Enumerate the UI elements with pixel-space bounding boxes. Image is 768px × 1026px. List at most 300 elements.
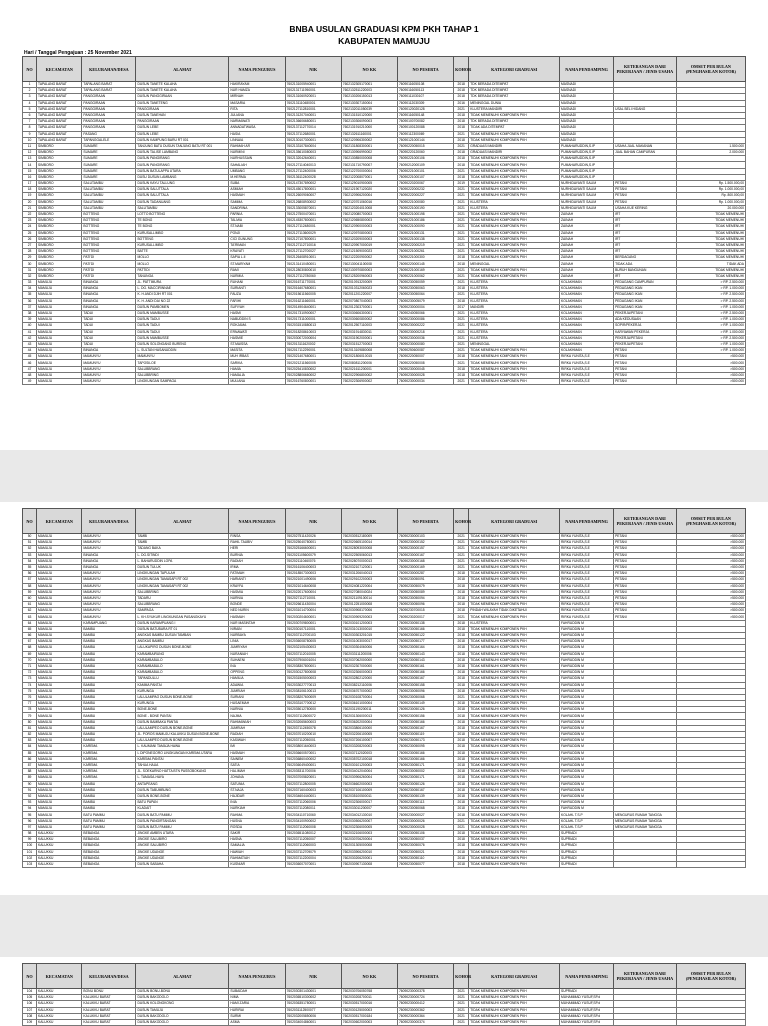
cell-kecamatan: MAMUJU [37,354,82,360]
cell-nama-pengurus: ERNAWATI [229,329,285,335]
cell-kelurahan: BEBANGA [82,843,136,849]
cell-kohor: 2018 [454,174,469,180]
cell-kecamatan: KALUKKU [37,861,82,867]
cell-no-kk: 7602037112020003 [341,750,397,756]
cell-alamat: KARAMBAIRUNG [136,651,229,657]
cell-kategori: TIDAK MEMENUHI KOMPONEN PKH [469,242,560,248]
cell-no-peserta: 76090230000157 [397,546,453,552]
cell-alamat: DUSUN BAKODOLO [136,1019,229,1025]
cell-kategori: TIDAK MEMENUHI KOMPONEN PKH [469,769,560,775]
page-2 [22,508,746,868]
cell-alamat: LALUKAPIRO DUSUN BONE-BONE [136,645,229,651]
cell-no-peserta: 76090230050149 [397,701,453,707]
cell-no-peserta: 76090230050126 [397,707,453,713]
cell-pendamping: PUMAHARUDDIN,S.IP [560,162,614,168]
cell-alamat: K. H.ANDI DJIH RT 001 [136,292,229,298]
cell-kategori: TIDAK MEMENUHI KOMPONEN PKH [469,360,560,366]
cell-no-kk: 7602033906200010 [341,849,397,855]
cell-alamat: LALULAMPEO DUSUN BONE-BONE [136,725,229,731]
cell-no: 102 [23,855,37,861]
cell-nik: 7602030127800008 [285,670,341,676]
cell-no-kk: 7602132011050039 [341,106,397,112]
cell-alamat: PATTIDI [136,267,229,273]
cell-nama-pengurus: SAPIA L.II [229,255,285,261]
cell-keterangan: JUAL BAHAN CAMPURAN [614,150,677,156]
cell-alamat: JL. SOEKARNO HATTA BTN PASSOBOKANG [136,769,229,775]
cell-no-peserta: 76090230000028 [397,824,453,830]
cell-no-peserta: 76090230050113 [397,800,453,806]
cell-no-kk: 7602122200900002 [341,255,397,261]
table-row [23,1019,746,1025]
cell-pendamping: KOLAKHMAN [560,329,614,335]
cell-nama-pengurus: TA'RIMAN [229,242,285,248]
cell-nik: 7602036860400002 [285,756,341,762]
cell-nik: 7602037112700103 [285,633,341,639]
cell-omset: > RP. 1.000.000 [676,323,745,329]
cell-no-kk: 7602030208700011 [341,995,397,1001]
cell-nama-pengurus: MUH IRBAS [229,354,285,360]
cell-no-kk: 7602130970800003 [341,267,397,273]
cell-no-peserta: 76090230000374 [397,1019,453,1025]
cell-kecamatan: MAMUJU [37,608,82,614]
cell-keterangan: IRT [614,273,677,279]
cell-kategori: TIDAK MEMENUHI KOMPONEN PKH [469,762,560,768]
cell-kecamatan: KALUKKU [37,1007,82,1013]
cell-no-peserta: 76090230050139 [397,793,453,799]
cell-alamat: L. BAHARUDDIN LOPA [136,558,229,564]
cell-kecamatan: MAMUJU [37,670,82,676]
cell-no: 80 [23,719,37,725]
cell-alamat: TE BONG [136,224,229,230]
cell-no: 61 [23,602,37,608]
cell-keterangan: IRT [614,236,677,242]
cell-pendamping: FAHRUDDIN M [560,750,614,756]
cell-no: 74 [23,682,37,688]
cell-no-peserta: 76090121000144 [397,137,453,143]
column-header-no-kk: NO KK [341,57,397,82]
cell-kelurahan: PANGGIRAAN [82,125,136,131]
cell-kelurahan: BAMBU [82,781,136,787]
cell-kategori: TIDAK MEMENUHI KOMPONEN PKH [469,181,560,187]
cell-no: 56 [23,571,37,577]
cell-kecamatan: MAMUJU [37,558,82,564]
cell-nama-pengurus: OPPENG [229,670,285,676]
cell-alamat: DUSUN LEBE [136,131,229,137]
column-header-alamat: ALAMAT [136,964,229,989]
cell-keterangan: PETANI [614,608,677,614]
column-header-kecamatan: KECAMATAN [37,964,82,989]
cell-kelurahan: PATI'DI [82,273,136,279]
cell-kohor: 2021 [454,534,469,540]
cell-kohor: 2021 [454,211,469,217]
cell-no-kk: 7602036202000004 [341,719,397,725]
cell-kelurahan: TAPALANG BARAT [82,82,136,88]
cell-kelurahan: BEBANGA [82,861,136,867]
cell-kategori: TIDAK MEMENUHI KOMPONEN PKH [469,187,560,193]
cell-keterangan: PEKERJA/PETANI [614,310,677,316]
cell-alamat: MOLLO [136,261,229,267]
cell-keterangan: PETANI [614,366,677,372]
cell-kategori: TIDAK MEMENUHI KOMPONEN PKH [469,348,560,354]
cell-no: 85 [23,750,37,756]
cell-no: 62 [23,608,37,614]
cell-kecamatan: MAMUJU [37,341,82,347]
cell-pendamping: RIRKA YUNITA,S.E [560,379,614,385]
cell-no-kk: 7602037106100009 [341,787,397,793]
cell-pendamping: SUPRIADI [560,855,614,861]
cell-pendamping: FAHRUDDIN M [560,633,614,639]
document-subtitle: KABUPATEN MAMUJU [338,36,430,46]
cell-nik: 7602137112680001 [285,131,341,137]
cell-no: 101 [23,849,37,855]
cell-no-peserta: 76090230000152 [397,540,453,546]
cell-nama-pengurus: SAMMA [229,199,285,205]
cell-alamat: BATTE [136,249,229,255]
cell-kohor: 2021 [454,558,469,564]
cell-pendamping: KOLAHL T.S.P [560,824,614,830]
cell-keterangan: IRT [614,224,677,230]
cell-no: 57 [23,577,37,583]
cell-no: 89 [23,775,37,781]
cell-kecamatan: SIMBORO [37,211,82,217]
cell-nama-pengurus: NAJMA [229,713,285,719]
cell-no-kk: 7602031305000008 [341,843,397,849]
cell-no: 46 [23,360,37,366]
cell-omset: > RP. 2.500.000 [676,280,745,286]
cell-no: 29 [23,255,37,261]
cell-no-kk: 7602125200960003 [341,273,397,279]
cell-no: 10 [23,137,37,143]
cell-nama-pengurus: RAMI [229,267,285,273]
cell-nama-pengurus: HALIMAH [229,769,285,775]
cell-kategori: TIDAK MEMENUHI KOMPONEN PKH [469,855,560,861]
cell-kelurahan: BAMBU [82,651,136,657]
cell-no-peserta: 76090220050007 [397,354,453,360]
cell-nama-pengurus: NURKIAH [229,806,285,812]
cell-no: 6 [23,112,37,118]
cell-nik: 7602033027770013 [285,682,341,688]
cell-no-kk: 7602032306000005 [341,824,397,830]
cell-alamat: SALUBBRANG [136,366,229,372]
column-header-no: NO [23,57,37,82]
cell-kategori: TIDAK MEMENUHI KOMPONEN PKH [469,583,560,589]
cell-kategori: TIDAK MEMENUHI KOMPONEN PKH [469,230,560,236]
cell-nik: 7602032065600003 [285,719,341,725]
cell-nama-pengurus: IRMA [229,564,285,570]
cell-no: 3 [23,94,37,100]
cell-nama-pengurus: SURIANI [229,694,285,700]
cell-no-kk: 7602012251000008 [341,602,397,608]
cell-pendamping: KOLAKHMAN [560,323,614,329]
cell-nama-pengurus: SURIANTI [229,286,285,292]
cell-kecamatan: MAMUJU [37,663,82,669]
cell-pendamping: MASNADI [560,119,614,125]
cell-pendamping: SUPRIADI [560,989,614,995]
cell-alamat: KURUNGA [136,688,229,694]
cell-omset: > RP. 1.000.000 [676,286,745,292]
cell-pendamping: FAHRUDDIN M [560,701,614,707]
column-header-nik: NIK [285,509,341,534]
cell-no-kk: 7602032306000003 [341,670,397,676]
cell-nama-pengurus: NIMA [229,995,285,1001]
cell-omset: TIDAK MEMENUHI [676,249,745,255]
cell-nama-pengurus: HASIA [229,131,285,137]
cell-kohor: 2018 [454,793,469,799]
cell-kecamatan: MAMUJU [37,614,82,620]
cell-kelurahan: MAMUNYU [82,534,136,540]
cell-alamat: DUSUN BAMBAKA PANTAI [136,719,229,725]
cell-nik: 7602018208610003 [285,329,341,335]
cell-nama-pengurus: FARIHI [229,298,285,304]
cell-kecamatan: MAMUJU [37,824,82,830]
cell-kecamatan: MAMUJU [37,775,82,781]
cell-kohor: 2021 [454,1013,469,1019]
cell-keterangan: PETANI [614,546,677,552]
cell-kelurahan: BONU BONU [82,989,136,995]
cell-kelurahan: SALUTAMBU [82,199,136,205]
cell-no-kk: 7602030602000003 [341,1019,397,1025]
cell-kategori: TIDAK MEMENUHI KOMPONEN PKH [469,837,560,843]
cell-nama-pengurus: MASARIA [229,100,285,106]
cell-kategori: TIDAK MEMENUHI KOMPONEN PKH [469,273,560,279]
cell-alamat: DUSUN BAKODOLO [136,1013,229,1019]
cell-nama-pengurus: HARIANTI [229,577,285,583]
cell-nama-pengurus: SURMI [229,1013,285,1019]
cell-alamat: DUSUN TADANUANG [136,199,229,205]
cell-kategori: KLUSTERA [469,620,560,626]
cell-nama-pengurus: IMI [229,744,285,750]
cell-pendamping: RIRKA YUNITA,S.E [560,552,614,558]
cell-kecamatan: MAMUJU [37,688,82,694]
cell-nik: 7602037112200004 [285,855,341,861]
cell-kohor: 2021 [454,230,469,236]
cell-kelurahan: SALUTAMBU [82,187,136,193]
cell-no-kk: 7602030108700004 [341,694,397,700]
cell-no-peserta: 76090230000378 [397,989,453,995]
cell-no-kk: 7602032802120000 [341,676,397,682]
cell-pendamping: KOLAKHMAN [560,286,614,292]
cell-kategori: TIDAK MEMENUHI KOMPONEN PKH [469,577,560,583]
cell-pendamping: PUMAHARUDDIN,S.IP [560,174,614,180]
cell-kelurahan: TADUI [82,317,136,323]
cell-no-peserta: 76090230000045 [397,366,453,372]
cell-no-kk: 7602030101200003 [341,762,397,768]
cell-no-kk: 7602030304060006 [341,645,397,651]
cell-kecamatan: KALUKKU [37,849,82,855]
cell-no-kk: 7602030206200001 [341,855,397,861]
cell-nik: 7602025040780001 [285,540,341,546]
cell-kecamatan: TAPALANG BARAT [37,137,82,143]
cell-alamat: DUSUN BAKODOLO [136,995,229,1001]
cell-no-peserta: 76090230050138 [397,620,453,626]
cell-no-kk: 7602120907000019 [341,242,397,248]
cell-kohor: 2021 [454,131,469,137]
cell-no: 66 [23,633,37,639]
column-header-kecamatan: KECAMATAN [37,509,82,534]
cell-pendamping: FAHRUDDIN M [560,775,614,781]
cell-alamat: PANGGIRAAN [136,106,229,112]
cell-kecamatan: MAMUJU [37,756,82,762]
cell-kategori: TIDAK MEMENUHI KOMPONEN PKH [469,540,560,546]
cell-kategori: TIDAK MEMENUHI KOMPONEN PKH [469,694,560,700]
cell-pendamping: MUHAMMAD YUSUF,SP.d [560,1019,614,1025]
cell-pendamping: FAHRUDDIN M [560,694,614,700]
cell-kategori: TIDAK MEMENUHI KOMPONEN PKH [469,354,560,360]
cell-no: 55 [23,564,37,570]
cell-kohor: 2021 [454,348,469,354]
cell-kecamatan: MAMUJU [37,280,82,286]
cell-kelurahan: SUMARE [82,150,136,156]
cell-alamat: TADANG BAKA [136,546,229,552]
cell-no: 100 [23,843,37,849]
cell-kategori: TIDAK MEMENUHI KOMPONEN PKH [469,546,560,552]
cell-kohor: 2021 [454,360,469,366]
cell-pendamping: FAHRUDDIN M [560,670,614,676]
cell-alamat: K. H. ANDI DAI NO 22 [136,298,229,304]
table-row [23,861,746,867]
cell-kategori: TIDAK MEMENUHI KOMPONEN PKH [469,812,560,818]
cell-no-kk: 7602132611160001 [341,131,397,137]
cell-no-kk: 7602032206100005 [341,732,397,738]
cell-omset: >500.000 [676,577,745,583]
cell-no-kk: 7602031512700003 [341,341,397,347]
cell-omset: > RP. 1.000.000 [676,329,745,335]
cell-kategori: TIDAK MEMENUHI KOMPONEN PKH [469,701,560,707]
cell-kelurahan: BEBANGA [82,831,136,837]
cell-no-kk: 7602031914830011 [341,329,397,335]
cell-kohor: 2021 [454,187,469,193]
cell-no-peserta: 76090212000109 [397,162,453,168]
cell-kohor: 2021 [454,317,469,323]
cell-nama-pengurus: HAMALIA [229,372,285,378]
cell-no-peserta: 76090230050143 [397,657,453,663]
cell-no: 15 [23,168,37,174]
cell-alamat: DUSUN PANGIRANG [136,162,229,168]
cell-kecamatan: MAMUJU [37,750,82,756]
cell-no: 104 [23,989,37,995]
cell-no-peserta: 76090230000080 [397,341,453,347]
cell-alamat: SAMPAGA [136,608,229,614]
cell-nama-pengurus: NUR MASINTAH [229,620,285,626]
cell-no-kk: 7602034012130010 [341,812,397,818]
cell-nik: 7602037906001004 [285,657,341,663]
cell-kecamatan: MAMUJU [37,552,82,558]
cell-nik: 7602035012780000 [285,707,341,713]
cell-kohor: 2018 [454,119,469,125]
cell-kategori: TIDAK MEMENUHI KOMPONEN PKH [469,818,560,824]
cell-pendamping: KOLAKHMAN [560,298,614,304]
cell-no-peserta: 76090230050161 [397,663,453,669]
cell-alamat: LINGKUNGAN SAMPAGA [136,379,229,385]
cell-kecamatan: KALUKKU [37,995,82,1001]
cell-omset: > RP. 1.000.000 [676,304,745,310]
cell-alamat: JINGKE SALUBIRO [136,843,229,849]
cell-alamat: L. KAUMANI TAMAJA HAWA [136,744,229,750]
cell-nik: 7602036007070001 [285,861,341,867]
cell-nik: 7602147307890002 [285,181,341,187]
cell-no-peserta: 76090230050177 [397,639,453,645]
cell-omset: >500.000 [676,379,745,385]
cell-pendamping: NURHIDAYANTI SALIM [560,193,614,199]
cell-no-peserta: 76090221000261 [397,249,453,255]
cell-nama-pengurus: RUHANI [229,280,285,286]
page-3 [22,963,746,1026]
cell-no: 81 [23,725,37,731]
cell-kecamatan: MAMUJU [37,366,82,372]
cell-nik: 7602035311700006 [285,769,341,775]
cell-keterangan: PETANI [614,589,677,595]
cell-kecamatan: MAMUJU [37,732,82,738]
cell-pendamping: RIRKA YUNITA,S.E [560,602,614,608]
column-header-nama-pengurus: NAMA PENGURUS [229,57,285,82]
cell-kohor: 2021 [454,824,469,830]
cell-nik: 7602127114040013 [285,162,341,168]
cell-kohor: 2018 [454,156,469,162]
cell-alamat: TAHUA HAUA [136,762,229,768]
cell-nik: 7602021014640008 [285,583,341,589]
cell-keterangan: PEKERJA/PETANI [614,335,677,341]
cell-kecamatan: TAPALANG BARAT [37,131,82,137]
cell-alamat: TANJUNG BATU DUSUN TANJUNG BATU RT 001 [136,143,229,149]
cell-no-kk: 7602030606300001 [341,310,397,316]
cell-no-peserta: 76090230050126 [397,781,453,787]
cell-kategori: KLUSTERA [469,298,560,304]
cell-kategori: TIDAK MEMENUHI KOMPONEN PKH [469,255,560,261]
cell-omset: >500.000 [676,354,745,360]
cell-no-peserta: 76090230000036 [397,335,453,341]
cell-kohor: 2018 [454,162,469,168]
cell-nik: 7602036600570001 [285,750,341,756]
cell-keterangan: PETANI [614,577,677,583]
cell-pendamping: MASNADI [560,131,614,137]
column-header-alamat: ALAMAT [136,509,229,534]
cell-nama-pengurus: KRAYFA [229,583,285,589]
cell-no-peserta: 76090111030107 [397,94,453,100]
cell-kohor: 2018 [454,812,469,818]
cell-pendamping: FAHRUDDIN M [560,787,614,793]
cell-nik: 7602037112060008 [285,824,341,830]
cell-pendamping: MASNADI [560,137,614,143]
cell-keterangan: PEDAGANG CAMPURAN [614,280,677,286]
cell-kelurahan: MAMUNYU [82,577,136,583]
cell-kohor: 2018 [454,855,469,861]
cell-no: 103 [23,861,37,867]
cell-kecamatan: MAMUJU [37,633,82,639]
cell-no: 36 [23,298,37,304]
cell-nik: 7602037112800005 [285,781,341,787]
cell-keterangan [614,861,677,867]
cell-kategori: TIDAK MEMENUHI KOMPONEN PKH [469,732,560,738]
cell-no-peserta: 76090100120088 [397,125,453,131]
cell-kohor: 2018 [454,88,469,94]
cell-alamat: ANTAPEANG [136,781,229,787]
cell-no: 54 [23,558,37,564]
cell-no-peserta: 76090230050095 [397,744,453,750]
cell-no-kk: 7602012507110003 [341,323,397,329]
cell-no: 94 [23,806,37,812]
cell-alamat: SALUBBRING [136,589,229,595]
cell-kecamatan: MAMUJU [37,360,82,366]
cell-kohor: 2018 [454,762,469,768]
cell-no-kk: 7602032107120001 [341,564,397,570]
cell-pendamping: RIRKA YUNITA,S.E [560,577,614,583]
cell-no-peserta: 76090230000222 [397,323,453,329]
cell-no-peserta: 76090230050122 [397,633,453,639]
cell-no: 108 [23,1013,37,1019]
cell-pendamping: FAHRUDDIN M [560,732,614,738]
column-header-omset: OMSET PER BULAN (PENGHASILAN KOTOR) [676,57,745,82]
cell-pendamping: MASNADI [560,94,614,100]
